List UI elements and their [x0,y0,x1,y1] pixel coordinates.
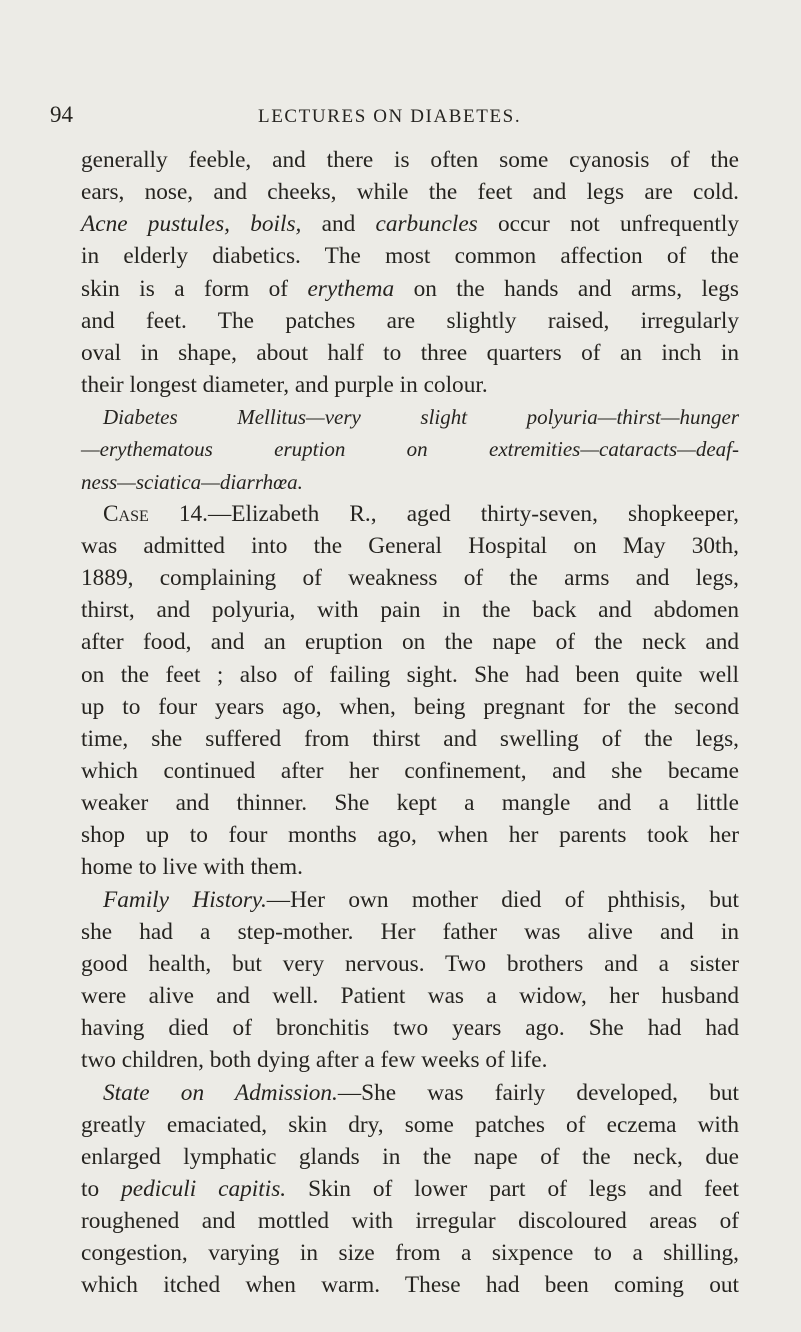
text-line: Case 14.—Elizabeth R., aged thirty-seven, shopkeeper, [103,500,739,527]
text-line: generally feeble, and there is often some cyanosis of the [81,147,739,173]
text-line: which itched when warm. These had been coming out [81,1272,739,1299]
text-line: having died of bronchitis two years ago. She had had [81,1015,739,1042]
text-line: weaker and thinner. She kept a mangle and a little [81,790,739,817]
text-line: 1889, complaining of weakness of the arms and legs, [81,565,739,592]
text-line: which continued after her confinement, and she became [81,757,739,784]
text-line: good health, but very nervous. Two brothers and a sister [81,950,739,977]
text-line: two children, both dying after a few weeks of life. [81,1047,548,1074]
text-line: shop up to four months ago, when her parents took her [81,822,739,849]
text-line: to pediculi capitis. Skin of lower part of legs and feet [81,1176,739,1202]
paragraph-family-history [81,884,739,1077]
text-line: Family History.—Her own mother died of phthisis, but [103,886,739,913]
page-number: 94 [50,102,73,127]
body-text [81,144,739,1302]
admission-heading: State on Admission. [103,1079,338,1106]
text-line: State on Admission.—She was fairly developed, but [103,1079,739,1106]
text-line: skin is a form of erythema on the hands and arms, legs [81,275,739,302]
case-label: Case [103,500,149,527]
text-line: on the feet ; also of failing sight. She had been quite well [81,661,739,688]
text-line: Acne pustules, boils, and carbuncles occur not unfrequently [81,211,739,238]
family-history-heading: Family History. [103,886,267,913]
text-line: home to live with them. [81,854,303,881]
text-line: ears, nose, and cheeks, while the feet and legs are cold. [81,179,739,206]
text-line: congestion, varying in size from a sixpence to a shilling, [81,1240,739,1267]
text-line: greatly emaciated, skin dry, some patches of eczema with [81,1111,739,1138]
text-line: roughened and mottled with irregular discoloured areas of [81,1208,739,1235]
text-line: oval in shape, about half to three quarters of an inch in [81,339,739,366]
text-line: was admitted into the General Hospital on May 30th, [81,532,739,559]
paragraph-skin-affections [81,144,739,401]
text-line: after food, and an eruption on the nape of the neck and [81,629,739,656]
case-summary [81,401,739,497]
text-line: ness—sciatica—diarrhœa. [81,469,303,494]
running-head: LECTURES ON DIABETES. [258,106,522,127]
text-line: —erythematous eruption on extremities—cataracts—deaf- [81,437,739,462]
text-line: time, she suffered from thirst and swelling of the legs, [81,725,739,752]
text-line: she had a step-mother. Her father was alive and in [81,918,739,945]
text-line: in elderly diabetics. The most common affection of the [81,243,739,270]
page-header [0,101,801,131]
text-line: were alive and well. Patient was a widow, her husband [81,983,739,1010]
text-line: enlarged lymphatic glands in the nape of the neck, due [81,1143,739,1170]
text-line: Diabetes Mellitus—very slight polyuria—thirst—hunger [103,405,739,430]
text-line: thirst, and polyuria, with pain in the back and abdomen [81,597,739,624]
text-line: up to four years ago, when, being pregnant for the second [81,693,739,720]
paragraph-state-on-admission [81,1077,739,1302]
paragraph-case-14 [81,498,739,884]
text-line: their longest diameter, and purple in colour. [81,372,488,399]
text-line: and feet. The patches are slightly raised, irregularly [81,307,739,334]
